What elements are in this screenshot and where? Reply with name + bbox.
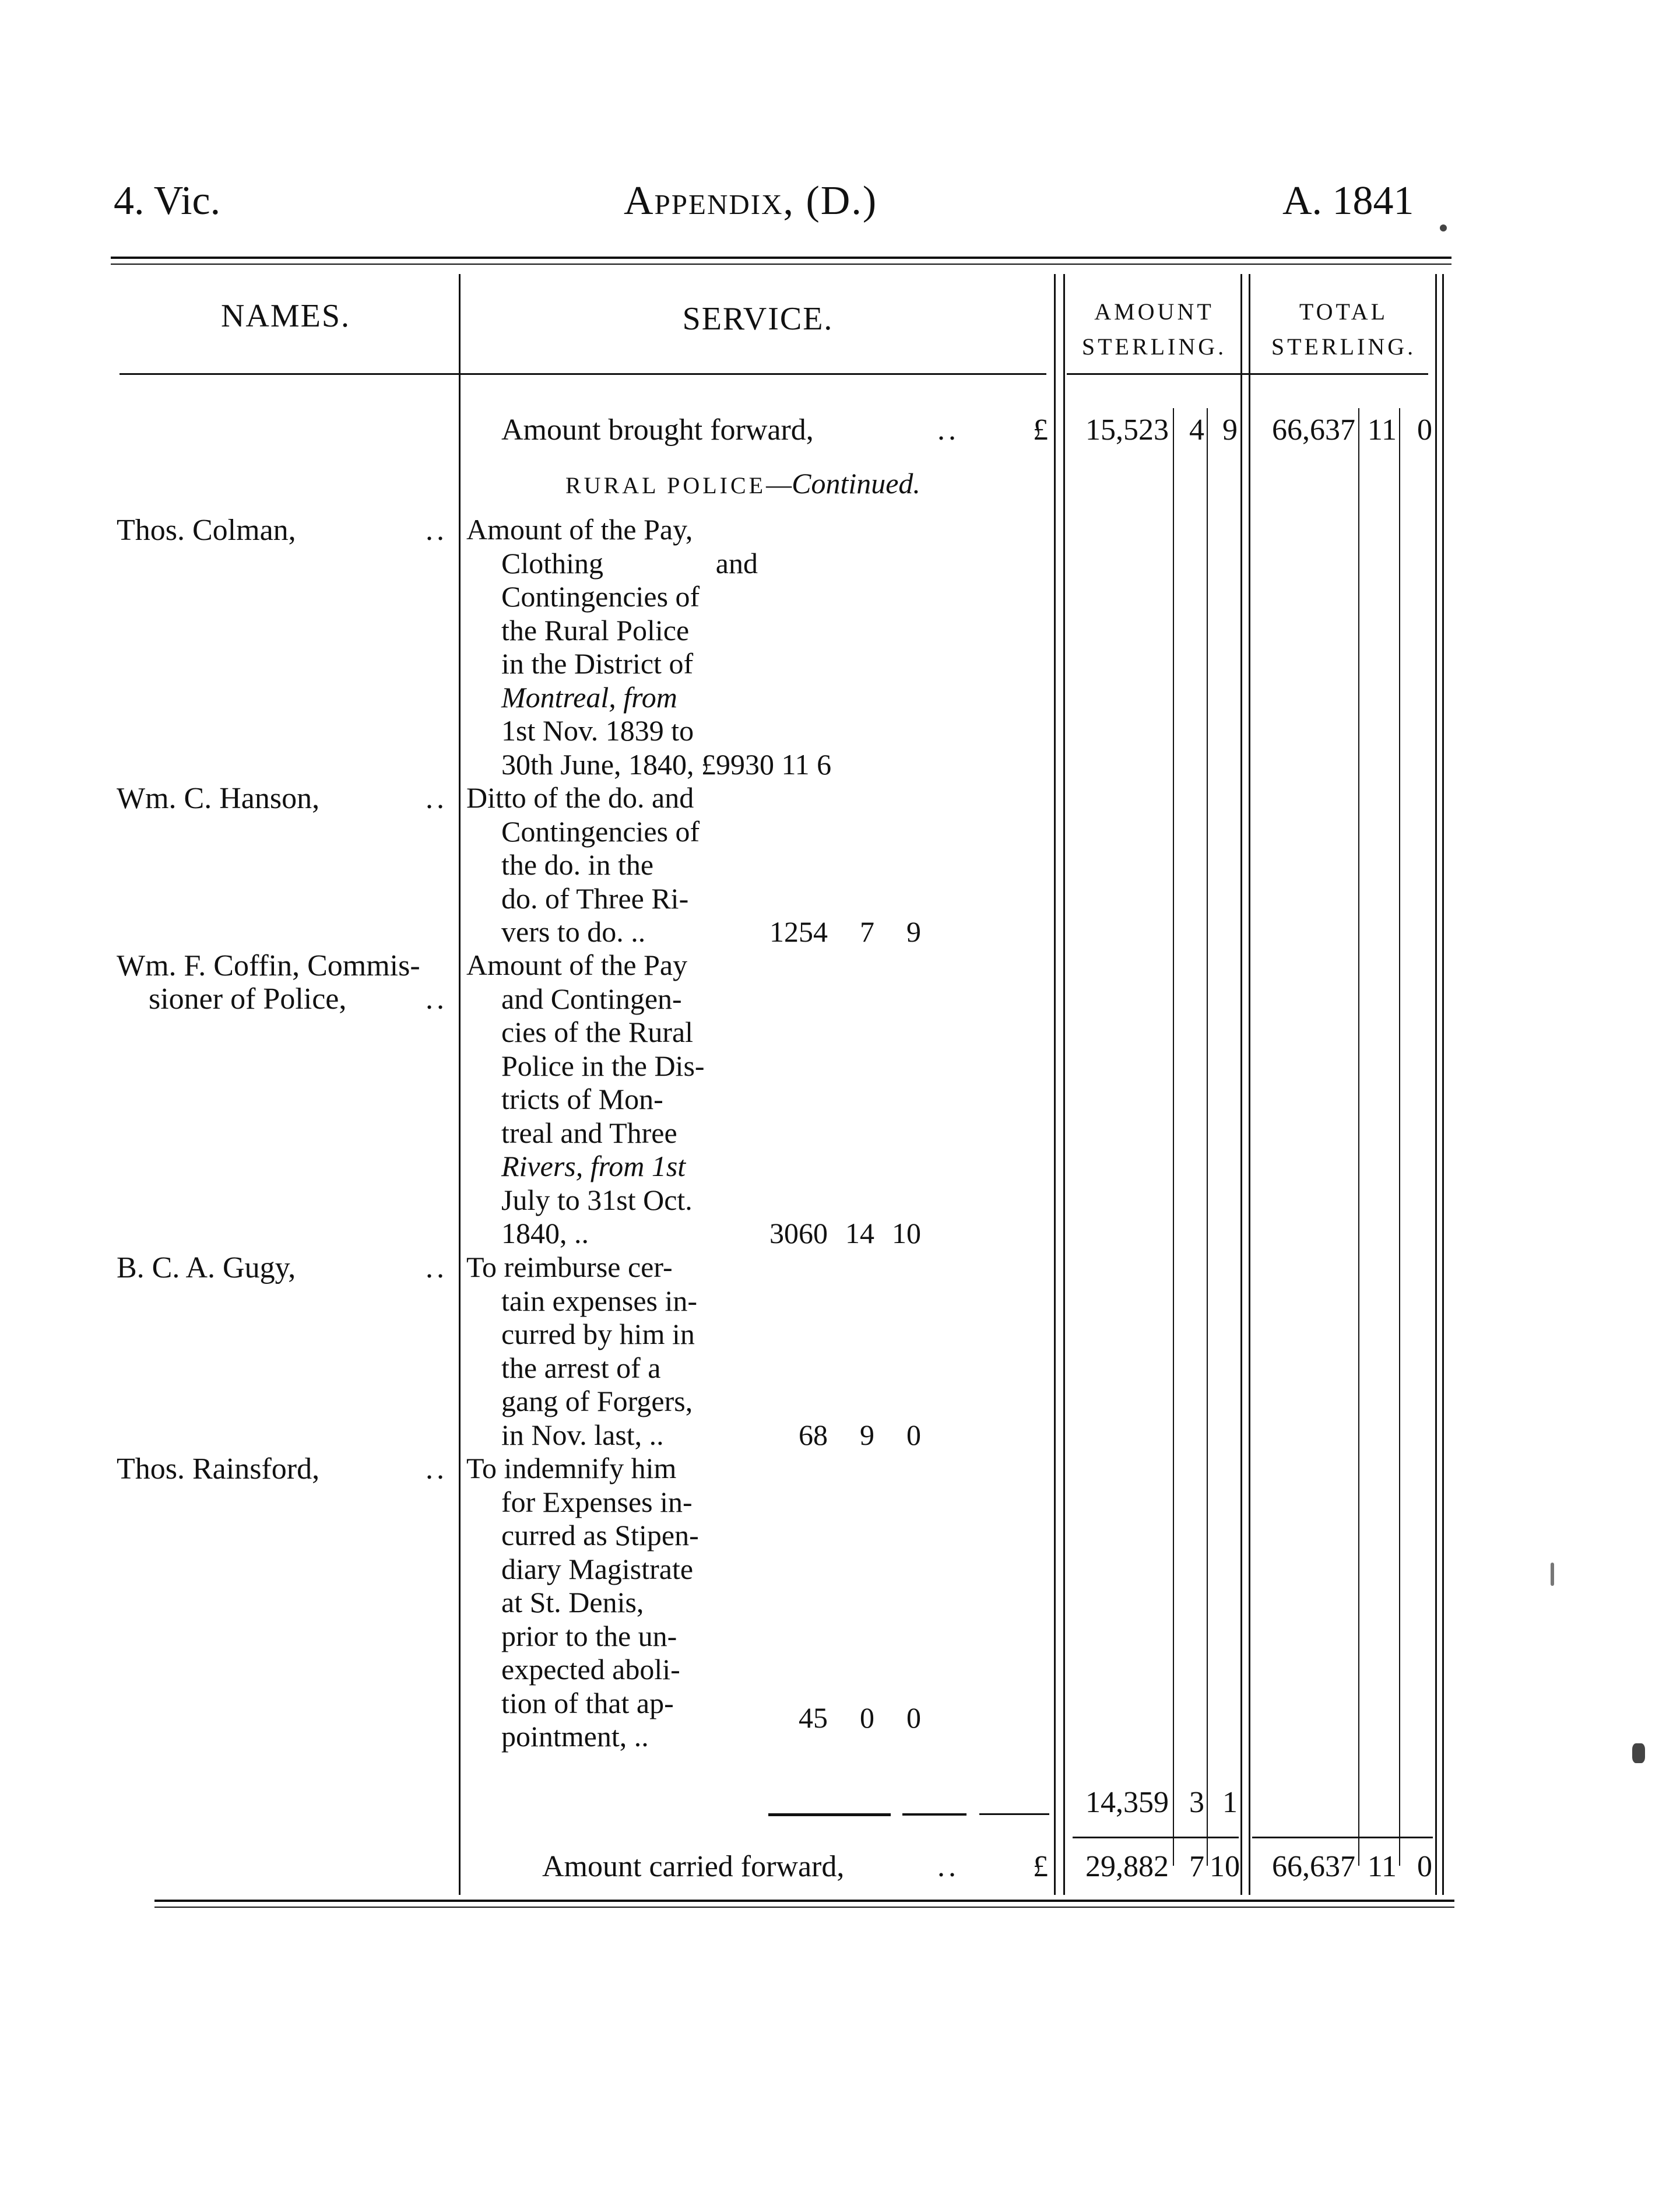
section-heading-caps: RURAL POLICE [565, 472, 767, 499]
brought-forward-currency: £ [1033, 413, 1048, 447]
brought-forward-amount-pounds: 15,523 [1085, 413, 1169, 447]
entry-name: Thos. Rainsford, [117, 1452, 320, 1486]
service-line: for Expenses in- [501, 1485, 693, 1518]
col-head-total-line1: TOTAL [1299, 299, 1389, 325]
brought-forward-amount-pence: 9 [1222, 413, 1238, 447]
header-underline-left [120, 373, 1046, 375]
scan-speck [1632, 1743, 1645, 1763]
sub-pounds: 1254 [769, 915, 828, 948]
sub-pence: 0 [906, 1418, 921, 1451]
service-line: do. of Three Ri- [501, 882, 689, 915]
carried-forward-total-shillings: 11 [1367, 1850, 1397, 1883]
sub-shillings: 7 [860, 915, 874, 948]
service-line: pointment, .. [501, 1720, 649, 1753]
carried-forward-amount-shillings: 7 [1189, 1850, 1204, 1883]
service-line: vers to do. .. [501, 915, 646, 948]
subtotal-rule-c [979, 1813, 1049, 1815]
col-rule-tot-d [1399, 408, 1400, 1866]
service-line: in Nov. last, .. [501, 1418, 664, 1451]
service-line: Police in the Dis- [501, 1049, 705, 1082]
subtotal-rule-a [768, 1813, 891, 1816]
entry-name-dots: .. [426, 1452, 448, 1486]
service-line: prior to the un- [501, 1619, 677, 1652]
header-left: 4. Vic. [114, 178, 221, 223]
col-rule-service-a [1054, 274, 1056, 1895]
service-line: the arrest of a [501, 1351, 661, 1384]
service-line: curred as Stipen- [501, 1519, 699, 1551]
subtotal-rule-b [902, 1813, 966, 1816]
service-line: the Rural Police [501, 613, 690, 647]
carried-forward-amount-pounds: 29,882 [1085, 1850, 1169, 1883]
brought-forward-total-shillings: 11 [1367, 413, 1397, 447]
col-head-amount [1067, 294, 1242, 364]
sub-pounds: 3060 [769, 1217, 828, 1249]
top-rule-thick [111, 257, 1451, 259]
sub-pounds: 45 [799, 1701, 828, 1734]
service-line: treal and Three [501, 1116, 677, 1149]
service-line: Ditto of the do. and [466, 781, 694, 814]
brought-forward-amount-shillings: 4 [1189, 413, 1204, 447]
entry-name: Thos. Colman, [117, 514, 296, 547]
col-rule-amount-a [1240, 274, 1242, 1895]
entry-name: B. C. A. Gugy, [117, 1251, 296, 1284]
section-heading-italic: Continued. [792, 467, 920, 500]
entry-name-line2: sioner of Police, [149, 982, 347, 1016]
service-line: tion of that ap- [501, 1686, 674, 1719]
col-rule-names [459, 274, 461, 1895]
carried-forward-dots: .. [937, 1850, 960, 1883]
service-line: expected aboli- [501, 1653, 680, 1686]
service-line: 1st Nov. 1839 to [501, 714, 694, 747]
col-head-total-line2: STERLING. [1271, 334, 1417, 360]
service-line: at St. Denis, [501, 1586, 644, 1619]
col-rule-right-a [1435, 274, 1437, 1895]
scan-speck [1551, 1563, 1554, 1586]
sub-shillings: 0 [860, 1701, 874, 1734]
service-line: gang of Forgers, [501, 1385, 693, 1417]
service-line: 1840, .. [501, 1217, 589, 1249]
entry-name: Wm. C. Hanson, [117, 782, 320, 815]
subtotal-pence: 1 [1222, 1786, 1238, 1819]
amount-rule-above-carried [1073, 1837, 1239, 1838]
service-line: diary Magistrate [501, 1552, 694, 1585]
service-line: Rivers, from 1st [501, 1150, 686, 1182]
sub-pence: 10 [892, 1217, 921, 1249]
carried-forward-amount-pence: 10 [1210, 1850, 1240, 1883]
service-line: Contingencies of [501, 815, 700, 848]
sub-shillings: 9 [860, 1418, 874, 1451]
col-rule-tot-s [1358, 408, 1359, 1866]
sub-pounds: 68 [799, 1418, 828, 1451]
col-rule-amount-b [1249, 274, 1250, 1895]
col-rule-amt-s [1173, 408, 1174, 1866]
service-line: Contingencies of [501, 580, 700, 613]
entry-name: Wm. F. Coffin, Commis- [117, 949, 420, 982]
sub-pence: 0 [906, 1701, 921, 1734]
sub-pence: 9 [906, 915, 921, 948]
service-line: cies of the Rural [501, 1016, 694, 1048]
service-line: July to 31st Oct. [501, 1183, 693, 1216]
service-line: the do. in the [501, 848, 654, 881]
service-line: To indemnify him [466, 1452, 677, 1484]
brought-forward-dots: .. [937, 413, 960, 447]
carried-forward-total-pence: 0 [1417, 1850, 1432, 1883]
col-rule-amt-d [1207, 408, 1208, 1866]
sub-shillings: 14 [845, 1217, 874, 1249]
brought-forward-label: Amount brought forward, [501, 413, 814, 447]
service-line: in the District of [501, 647, 694, 680]
service-line: and Contingen- [501, 982, 682, 1015]
top-rule-thin [111, 264, 1451, 265]
col-head-names: NAMES. [220, 298, 351, 334]
scan-speck [1440, 224, 1447, 231]
col-rule-right-b [1442, 274, 1444, 1895]
service-line: Amount of the Pay, [466, 513, 693, 546]
section-heading-dash: — [766, 471, 792, 499]
service-line: Amount of the Pay [466, 949, 688, 981]
carried-forward-currency: £ [1033, 1850, 1048, 1883]
col-rule-service-b [1063, 274, 1065, 1895]
bottom-rule-thin [154, 1907, 1454, 1908]
col-head-amount-line2: STERLING. [1081, 334, 1227, 360]
brought-forward-total-pence: 0 [1417, 413, 1432, 447]
service-line: Clothing and [501, 546, 758, 580]
subtotal-shillings: 3 [1189, 1786, 1204, 1819]
entry-name-dots: .. [426, 782, 448, 815]
header-center: Appendix, (D.) [624, 178, 878, 223]
col-head-service: SERVICE. [682, 301, 834, 337]
entry-name-dots: .. [426, 514, 448, 547]
brought-forward-total-pounds: 66,637 [1272, 413, 1355, 447]
carried-forward-label: Amount carried forward, [542, 1850, 845, 1883]
entry-name-dots: .. [426, 1251, 448, 1284]
header-underline-right [1067, 373, 1428, 375]
subtotal-pounds: 14,359 [1085, 1786, 1169, 1819]
entry-name-dots: .. [426, 982, 448, 1016]
col-head-total [1250, 294, 1437, 364]
service-line: tain expenses in- [501, 1284, 698, 1317]
service-line: Montreal, from [501, 680, 677, 714]
header-right: A. 1841 [1282, 178, 1414, 223]
total-rule-above-carried [1252, 1837, 1433, 1838]
col-head-amount-line1: AMOUNT [1094, 299, 1214, 325]
service-line: 30th June, 1840, £9930 11 6 [501, 747, 832, 781]
service-line: To reimburse cer- [466, 1251, 673, 1283]
service-line: curred by him in [501, 1318, 695, 1350]
section-heading [565, 466, 920, 500]
service-line: tricts of Mon- [501, 1083, 663, 1115]
carried-forward-total-pounds: 66,637 [1272, 1850, 1355, 1883]
bottom-rule-thick [154, 1900, 1454, 1902]
